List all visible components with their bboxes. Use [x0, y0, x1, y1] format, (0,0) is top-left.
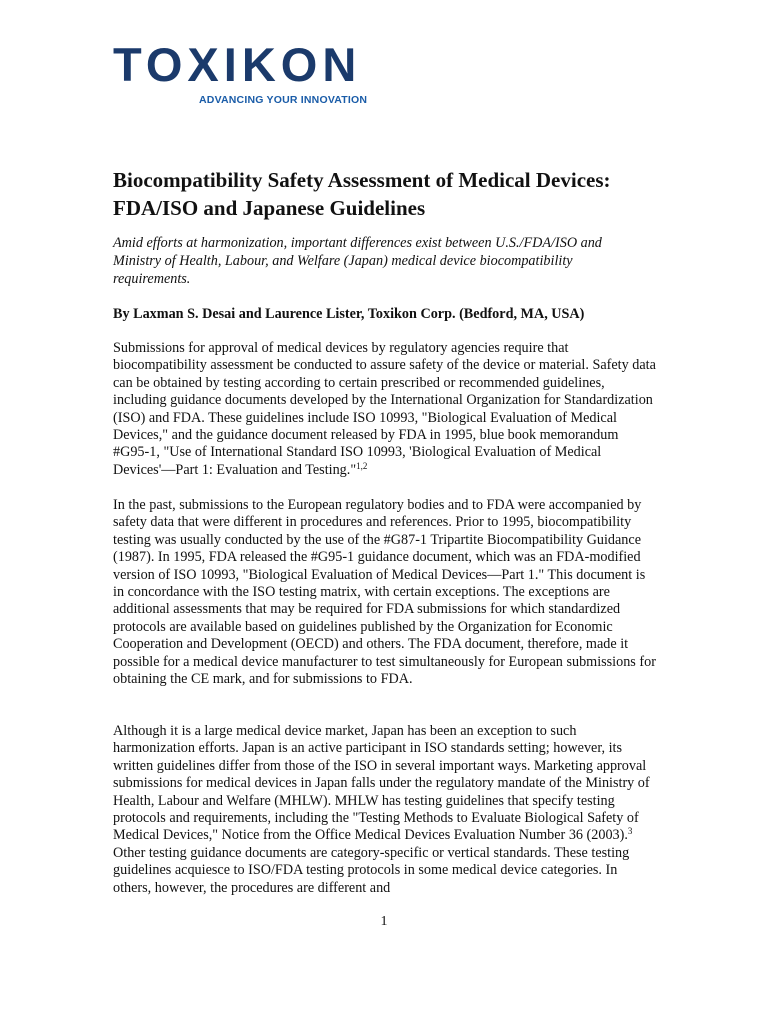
title-line-2: FDA/ISO and Japanese Guidelines — [113, 196, 426, 220]
article-subtitle: Amid efforts at harmonization, important differences exist between U.S./FDA/ISO and Ministry of Health, Labour, and Welfare (Japan) medical device biocompatibility requirements. — [113, 235, 602, 287]
paragraph-1-text: Submissions for approval of medical devices by regulatory agencies require that biocompatibility assessment be conducted to assure safety of the device or material. Safety data can be obtained by testing according to certain prescribed or recommended guidelines, including guidance documents developed by the International Organization for Standardization (ISO) and FDA. These guidelines include ISO 10993, "Biological Evaluation of Medical Devices," and the guidance document released by FDA in 1995, blue book memorandum #G95-1, "Use of International Standard ISO 10993, 'Biological Evaluation of Medical Devices'—Part 1: Evaluation and Testing." — [113, 340, 656, 478]
paragraph-3 — [113, 723, 658, 897]
page-number: 1 — [380, 914, 388, 929]
article-title — [113, 166, 673, 222]
footnote-ref-3: 3 — [627, 826, 633, 837]
logo-wordmark: TOXIKON — [113, 38, 362, 91]
footnote-ref-1-2: 1,2 — [356, 460, 368, 471]
logo-tagline: ADVANCING YOUR INNOVATION — [199, 94, 368, 106]
paragraph-3-text-a: Although it is a large medical device market, Japan has been an exception to such harmonization efforts. Japan is an active participant in ISO standards setting; however, its written guidelines differ from those of the ISO in several important ways. Marketing approval submissions for medical devices in Japan falls under the regulatory mandate of the Ministry of Health, Labour and Welfare (MHLW). MHLW has testing guidelines that specify testing protocols and requirements, including the "Testing Methods to Evaluate Biological Safety of Medical Devices," Notice from the Office Medical Devices Evaluation Number 36 (2003). — [113, 723, 650, 844]
paragraph-2: In the past, submissions to the European regulatory bodies and to FDA were accompanied by safety data that were different in procedures and references. Prior to 1995, biocompatibility testing was usually conducted by the use of the #G87-1 Tripartite Biocompatibility Guidance (1987). In 1995, FDA released the #G95-1 guidance document, which was an FDA-modified version of ISO 10993, "Biological Evaluation of Medical Devices—Part 1." This document is in concordance with the ISO testing matrix, with certain exceptions. The exceptions are additional assessments that may be required for FDA submissions for which standardized protocols are available based on guidelines published by the Organization for Economic Cooperation and Development (OECD) and others. The FDA document, therefore, made it possible for a medical device manufacturer to test simultaneously for European submissions for obtaining the CE mark, and for submissions to FDA. — [113, 497, 656, 688]
toxikon-logo — [113, 40, 393, 110]
paragraph-1 — [113, 340, 658, 479]
paragraph-3-text-b: Other testing guidance documents are category-specific or vertical standards. These testing guidelines acquiesce to ISO/FDA testing protocols in some medical device categories. In others, however, the procedures are different and — [113, 844, 630, 896]
article-byline: By Laxman S. Desai and Laurence Lister, Toxikon Corp. (Bedford, MA, USA) — [113, 306, 585, 322]
title-line-1: Biocompatibility Safety Assessment of Medical Devices: — [113, 168, 611, 192]
